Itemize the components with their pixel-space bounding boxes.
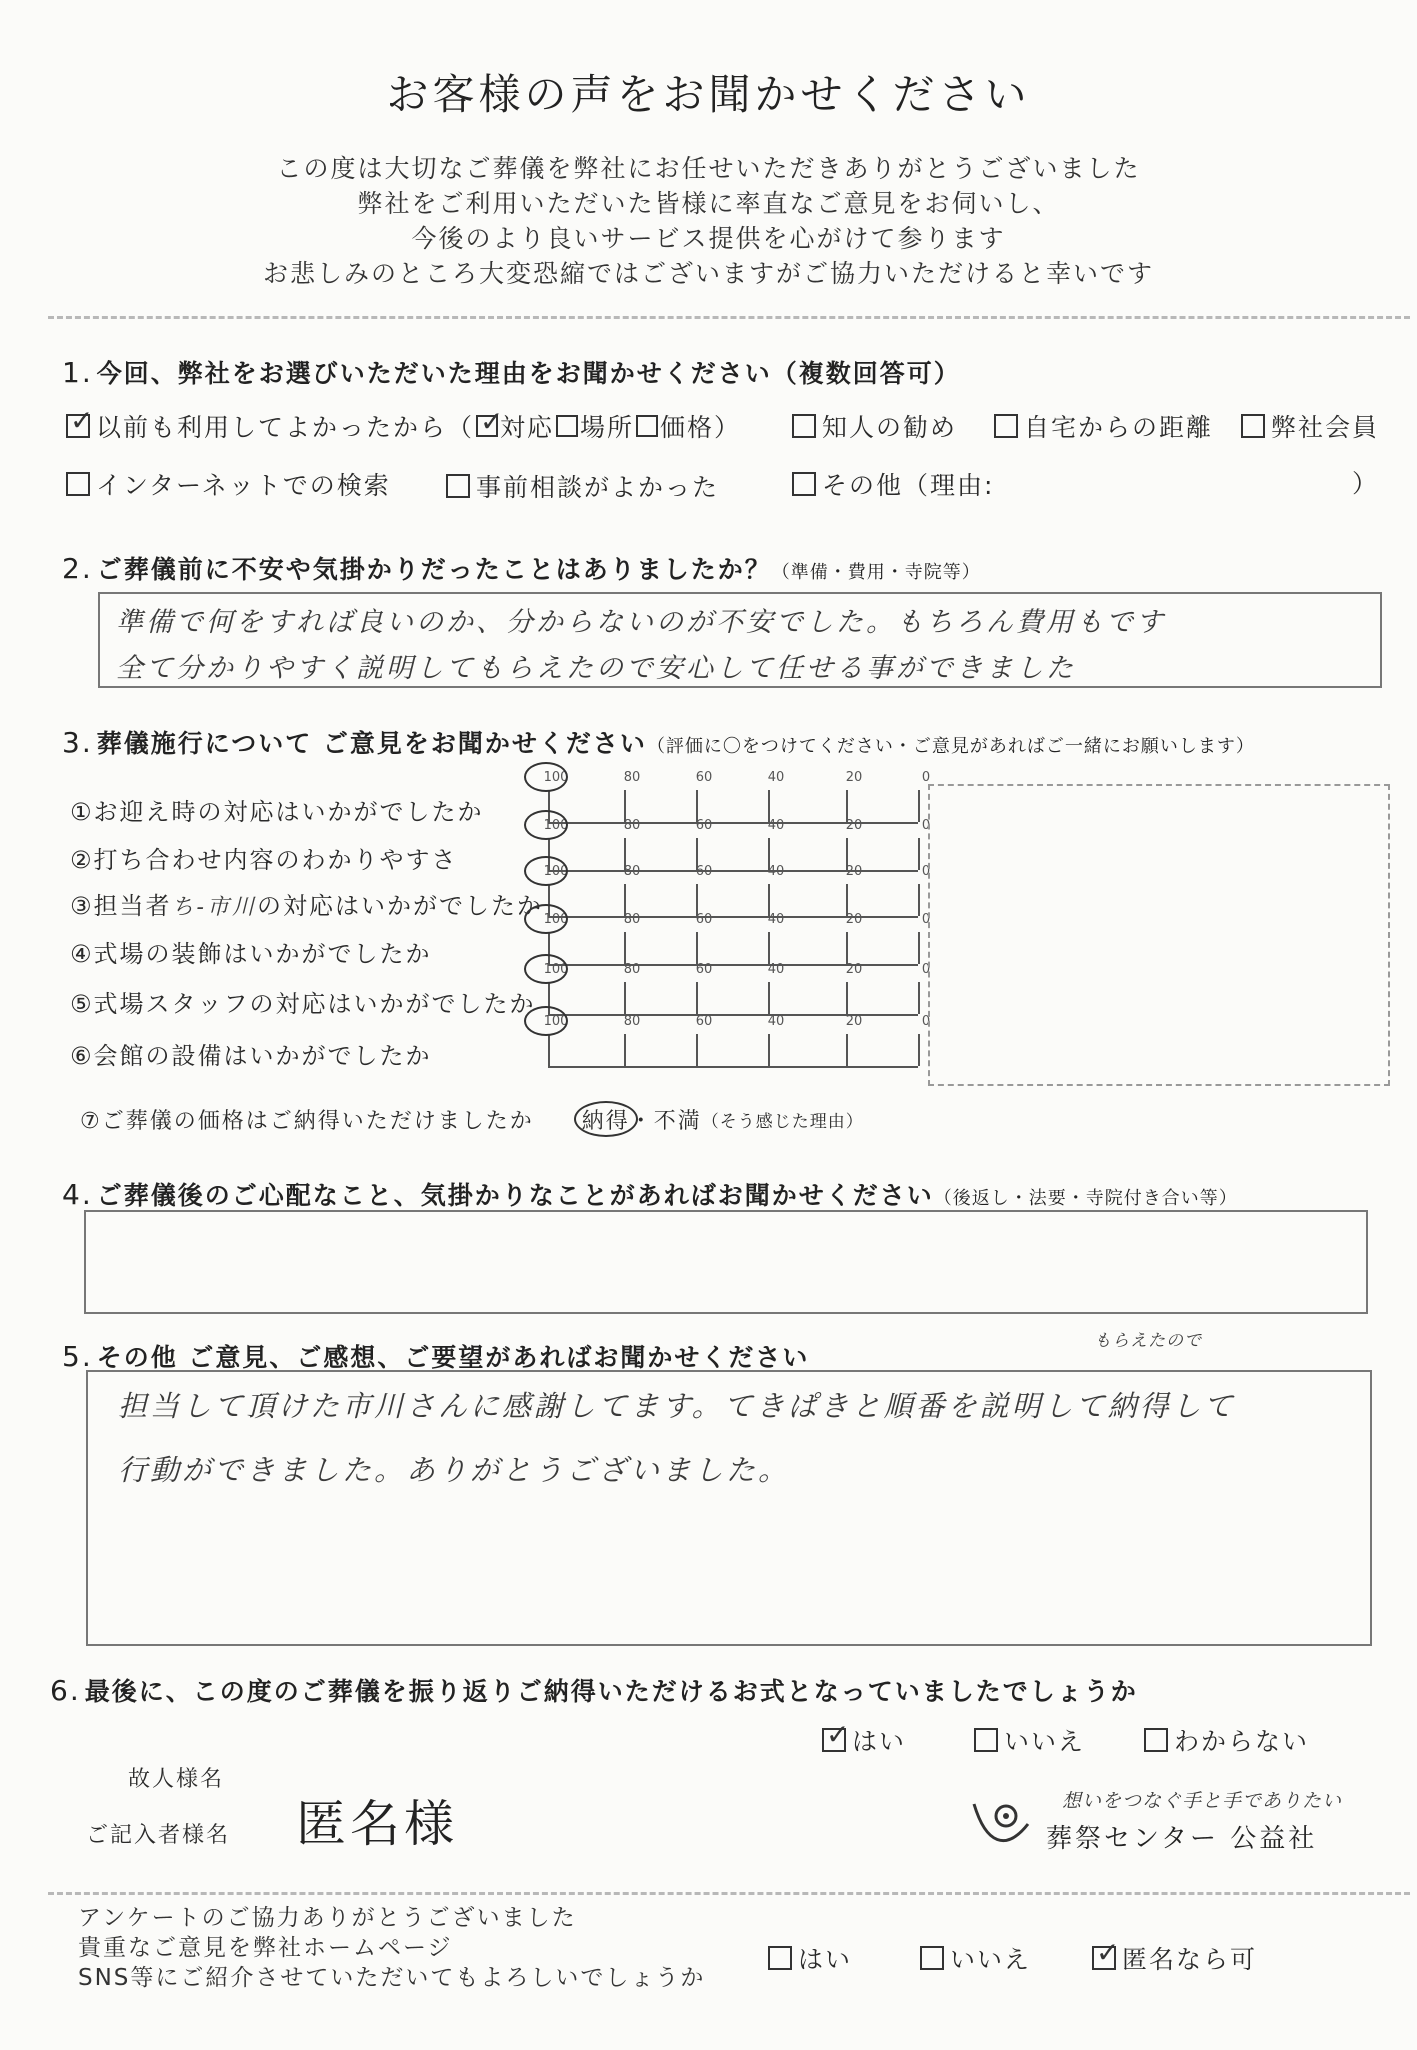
- deceased-name-label: 故人様名: [128, 1767, 225, 1792]
- footer-option-yes: [768, 1940, 852, 1976]
- q1-option-label: 対応: [500, 413, 555, 442]
- rating-tick-label: 100: [543, 912, 569, 927]
- rating-tick-label: 20: [845, 818, 863, 833]
- q5-number: 5.: [62, 1340, 93, 1373]
- rating-tick-label: 0: [921, 962, 931, 977]
- rating-tick-label: 60: [695, 912, 713, 927]
- q1-checkbox-consult[interactable]: [446, 474, 470, 498]
- q1-option-distance: [994, 408, 1213, 444]
- q4-note: （後返し・法要・寺院付き合い等）: [933, 1188, 1238, 1209]
- staff-name: ち-市川: [171, 895, 257, 920]
- rating-tick[interactable]: [918, 932, 920, 964]
- rating-question-3: [70, 886, 543, 921]
- rating-tick-label: 100: [543, 864, 569, 879]
- footer-checkbox-no[interactable]: [920, 1946, 944, 1970]
- intro-line: 弊社をご利用いただいた皆様に率直なご意見をお伺いし、: [357, 189, 1060, 218]
- q1-checkbox-referral[interactable]: [792, 414, 816, 438]
- q5-insertion-note: もらえたので: [1094, 1331, 1202, 1351]
- q6-number: 6.: [50, 1674, 81, 1707]
- footer-line: SNS等にご紹介させていただいてもよろしいでしょうか: [78, 1965, 706, 1991]
- footer-checkbox-yes[interactable]: [768, 1946, 792, 1970]
- rating-tick-label: 0: [921, 864, 931, 879]
- rating-tick[interactable]: [768, 982, 770, 1014]
- rating-selected-circle: [524, 904, 568, 934]
- q1-option-label: その他（理由:: [822, 471, 995, 500]
- company-logo-icon: [966, 1794, 1046, 1854]
- q1-option-label: 事前相談がよかった: [476, 473, 720, 502]
- rating-selected-circle: [524, 1006, 568, 1036]
- rating-tick-label: 60: [695, 1014, 713, 1029]
- rating-tick-label: 20: [845, 962, 863, 977]
- q1-option-other: [792, 466, 994, 502]
- rating-selected-circle: [524, 954, 568, 984]
- rating-question-text: ①お迎え時の対応はいかがでしたか: [70, 798, 484, 826]
- q6-option-label: わからない: [1174, 1727, 1310, 1756]
- rating-tick-label: 40: [767, 1014, 785, 1029]
- q2-answer-line: 準備で何をすれば良いのか、分からないのが不安でした。もちろん費用もです: [116, 607, 1166, 638]
- q1-other-close: ）: [1352, 469, 1380, 498]
- company-tagline: 想いをつなぐ手と手でありたい: [1062, 1790, 1343, 1812]
- rating-tick-label: 40: [767, 818, 785, 833]
- q3-price-row: [80, 1104, 864, 1135]
- q3-price-yes[interactable]: [582, 1104, 630, 1135]
- q2-heading: [62, 550, 981, 586]
- q1-option-label: 自宅からの距離: [1024, 413, 1214, 442]
- q1-option-label: 弊社会員: [1271, 413, 1380, 442]
- rating-tick[interactable]: [846, 982, 848, 1014]
- rating-question-text: ④式場の装飾はいかがでしたか: [70, 940, 432, 968]
- rating-tick-label: 40: [767, 912, 785, 927]
- q6-heading: [50, 1672, 1138, 1708]
- rating-tick-label: 80: [623, 818, 641, 833]
- q1-number: 1.: [62, 356, 93, 389]
- rating-tick[interactable]: [846, 1034, 848, 1066]
- rating-tick-label: 60: [695, 770, 713, 785]
- q1-option-consult: [446, 468, 719, 504]
- rating-tick[interactable]: [768, 932, 770, 964]
- company-name: 葬祭センター 公益社: [1046, 1824, 1318, 1854]
- rating-tick-label: 60: [695, 818, 713, 833]
- rating-tick-label: 40: [767, 962, 785, 977]
- rating-tick-label: 80: [623, 912, 641, 927]
- q3-text: 葬儀施行について ご意見をお聞かせください: [96, 729, 647, 758]
- q3-heading: [62, 724, 1255, 760]
- rating-tick[interactable]: [846, 932, 848, 964]
- rating-tick-label: 80: [623, 1014, 641, 1029]
- rating-scale-line: [548, 1066, 918, 1068]
- rating-tick[interactable]: [696, 932, 698, 964]
- q3-comment-box[interactable]: [928, 784, 1390, 1086]
- q6-option-unsure: [1144, 1722, 1309, 1758]
- q1-option-row: [66, 408, 741, 444]
- footer-line: アンケートのご協力ありがとうございました: [78, 1905, 577, 1931]
- q1-checkbox-distance[interactable]: [994, 414, 1018, 438]
- q1-option-label: 知人の勧め: [822, 413, 958, 442]
- footer-checkbox-anonymous[interactable]: [1092, 1946, 1116, 1970]
- rating-tick-label: 20: [845, 864, 863, 879]
- q6-option-label: はい: [852, 1727, 907, 1756]
- q6-option-label: いいえ: [1004, 1727, 1086, 1756]
- q2-answer-line: 全て分かりやすく説明してもらえたので安心して任せる事ができました: [116, 653, 1076, 684]
- rating-tick-label: 0: [921, 912, 931, 927]
- q1-option-label: 価格）: [660, 413, 742, 442]
- rating-tick-label: 80: [623, 864, 641, 879]
- q3-price-no[interactable]: 不満: [653, 1109, 702, 1134]
- rating-tick[interactable]: [624, 1034, 626, 1066]
- rating-question-text: ②打ち合わせ内容のわかりやすさ: [70, 846, 458, 874]
- rating-question-text: ③担当者: [70, 892, 172, 920]
- q1-option-internet: [66, 466, 391, 502]
- intro-line: 今後のより良いサービス提供を心がけて参ります: [411, 224, 1006, 253]
- q6-option-no: [974, 1722, 1085, 1758]
- divider: [48, 316, 1410, 319]
- q1-option-label: 以前も利用してよかったから（: [96, 413, 475, 442]
- q3-price-note: （そう感じた理由）: [701, 1112, 864, 1132]
- writer-name-value: 匿名様: [296, 1795, 458, 1853]
- footer-option-label: いいえ: [950, 1945, 1032, 1974]
- q2-number: 2.: [62, 552, 93, 585]
- rating-tick-label: 20: [845, 912, 863, 927]
- q1-text: 今回、弊社をお選びいただいた理由をお聞かせください（複数回答可）: [96, 359, 961, 388]
- q5-answer-line: 行動ができました。ありがとうございました。: [118, 1453, 791, 1487]
- rating-question-text: ⑥会館の設備はいかがでしたか: [70, 1042, 432, 1070]
- q5-heading: [62, 1338, 809, 1374]
- q6-option-yes: [822, 1722, 906, 1758]
- rating-tick-label: 20: [845, 1014, 863, 1029]
- q4-heading: [62, 1176, 1238, 1212]
- q1-heading: [62, 354, 961, 390]
- rating-tick-label: 40: [767, 770, 785, 785]
- rating-tick-label: 100: [543, 962, 569, 977]
- footer-option-label: はい: [798, 1945, 853, 1974]
- q1-option-label: インターネットでの検索: [96, 471, 391, 500]
- rating-tick-label: 0: [921, 1014, 931, 1029]
- rating-question-1: [70, 792, 484, 827]
- page-title: お客様の声をお聞かせください: [386, 70, 1031, 119]
- q3-price-question: ⑦ご葬儀の価格はご納得いただけましたか: [80, 1109, 534, 1134]
- rating-tick[interactable]: [624, 932, 626, 964]
- intro-line: お悲しみのところ大変恐縮ではございますがご協力いただけると幸いです: [262, 259, 1154, 288]
- footer-option-anonymous: [1092, 1940, 1257, 1976]
- rating-question-6: [70, 1036, 432, 1071]
- footer-line: 貴重なご意見を弊社ホームページ: [78, 1935, 453, 1961]
- q1-option-label: 場所: [580, 413, 635, 442]
- q1-checkbox-other[interactable]: [792, 472, 816, 496]
- rating-question-5: [70, 984, 536, 1019]
- q4-text: ご葬儀後のご心配なこと、気掛かりなことがあればお聞かせください: [96, 1181, 934, 1210]
- rating-tick-label: 100: [543, 1014, 569, 1029]
- q4-answer-box[interactable]: [84, 1210, 1368, 1314]
- q1-option-referral: [792, 408, 957, 444]
- q5-answer-line: 担当して頂けた市川さんに感謝してます。てきぱきと順番を説明して納得して: [118, 1389, 1236, 1423]
- rating-tick[interactable]: [624, 982, 626, 1014]
- rating-tick-label: 0: [921, 770, 931, 785]
- q6-checkbox-yes[interactable]: [822, 1728, 846, 1752]
- q1-option-member: [1241, 408, 1379, 444]
- q6-checkbox-no[interactable]: [974, 1728, 998, 1752]
- q1-checkbox-previous[interactable]: [66, 414, 90, 438]
- rating-tick-label: 80: [623, 770, 641, 785]
- rating-selected-circle: [524, 810, 568, 840]
- q6-checkbox-unsure[interactable]: [1144, 1728, 1168, 1752]
- rating-selected-circle: [524, 762, 568, 792]
- rating-tick-label: 20: [845, 770, 863, 785]
- q1-checkbox-price[interactable]: [636, 415, 658, 437]
- selection-circle: [574, 1101, 638, 1137]
- q5-text: その他 ご意見、ご感想、ご要望があればお聞かせください: [96, 1343, 810, 1372]
- q3-price-separator: ・: [629, 1109, 654, 1134]
- rating-tick[interactable]: [768, 1034, 770, 1066]
- q2-note: （準備・費用・寺院等）: [771, 562, 981, 583]
- q1-checkbox-location[interactable]: [556, 415, 578, 437]
- footer-option-label: 匿名なら可: [1122, 1945, 1258, 1974]
- rating-question-2: [70, 840, 458, 875]
- rating-tick[interactable]: [548, 1034, 550, 1066]
- q6-text: 最後に、この度のご葬儀を振り返りご納得いただけるお式となっていましたでしょうか: [84, 1677, 1138, 1706]
- rating-tick-label: 0: [921, 818, 931, 833]
- q3-number: 3.: [62, 726, 93, 759]
- divider: [48, 1892, 1410, 1895]
- footer-option-no: [920, 1940, 1031, 1976]
- rating-tick[interactable]: [696, 1034, 698, 1066]
- rating-tick[interactable]: [918, 982, 920, 1014]
- rating-tick-label: 60: [695, 864, 713, 879]
- rating-tick[interactable]: [918, 1034, 920, 1066]
- rating-tick-label: 100: [543, 770, 569, 785]
- q1-checkbox-internet[interactable]: [66, 472, 90, 496]
- rating-tick-label: 100: [543, 818, 569, 833]
- q3-price-yes-label: 納得: [581, 1109, 630, 1134]
- q1-checkbox-member[interactable]: [1241, 414, 1265, 438]
- rating-selected-circle: [524, 856, 568, 886]
- q2-text: ご葬儀前に不安や気掛かりだったことはありましたか？: [96, 555, 772, 584]
- intro-line: この度は大切なご葬儀を弊社にお任せいただきありがとうございました: [276, 154, 1141, 183]
- q3-note: （評価に〇をつけてください・ご意見があればご一緒にお願いします）: [646, 736, 1255, 757]
- rating-tick[interactable]: [696, 982, 698, 1014]
- rating-tick-label: 80: [623, 962, 641, 977]
- rating-question-4: [70, 934, 432, 969]
- rating-tick-label: 60: [695, 962, 713, 977]
- rating-tick-label: 40: [767, 864, 785, 879]
- q4-number: 4.: [62, 1178, 93, 1211]
- writer-name-label: ご記入者様名: [86, 1823, 231, 1848]
- rating-question-text: の対応はいかがでしたか: [256, 892, 543, 920]
- q1-checkbox-service[interactable]: [476, 415, 498, 437]
- rating-question-text: ⑤式場スタッフの対応はいかがでしたか: [70, 990, 536, 1018]
